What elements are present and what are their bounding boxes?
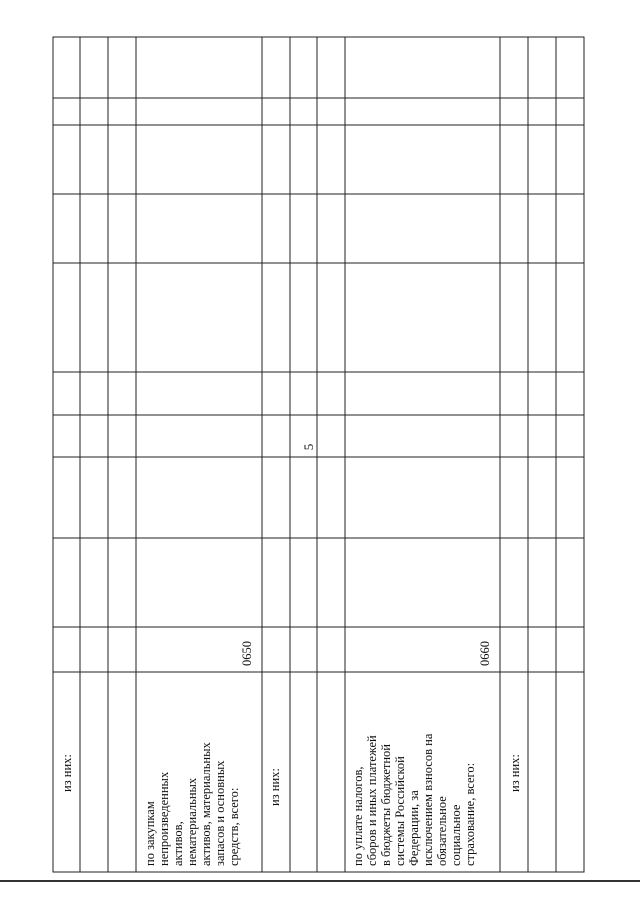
row-7-label: по уплате налогов, сборов и иных платежей в бюджеты бюджетной системы Российской Федерации, за исключением взносов на обязательное социальное страхование, всего:: [351, 733, 477, 866]
table-frame: [53, 37, 584, 872]
page-number: 5: [301, 443, 316, 451]
row-3-code: 0650: [240, 641, 254, 666]
page-bottom-rule: [0, 880, 640, 882]
row-8-label: из них:: [508, 754, 522, 792]
row-7-code: 0660: [478, 641, 492, 666]
row-0-label: из них:: [60, 754, 74, 792]
row-3-label: по закупкам непроизведенных активов, нематериальных активов, материальных запасов и основных средств, всего:: [143, 742, 241, 866]
row-4-label: из них:: [268, 768, 282, 806]
